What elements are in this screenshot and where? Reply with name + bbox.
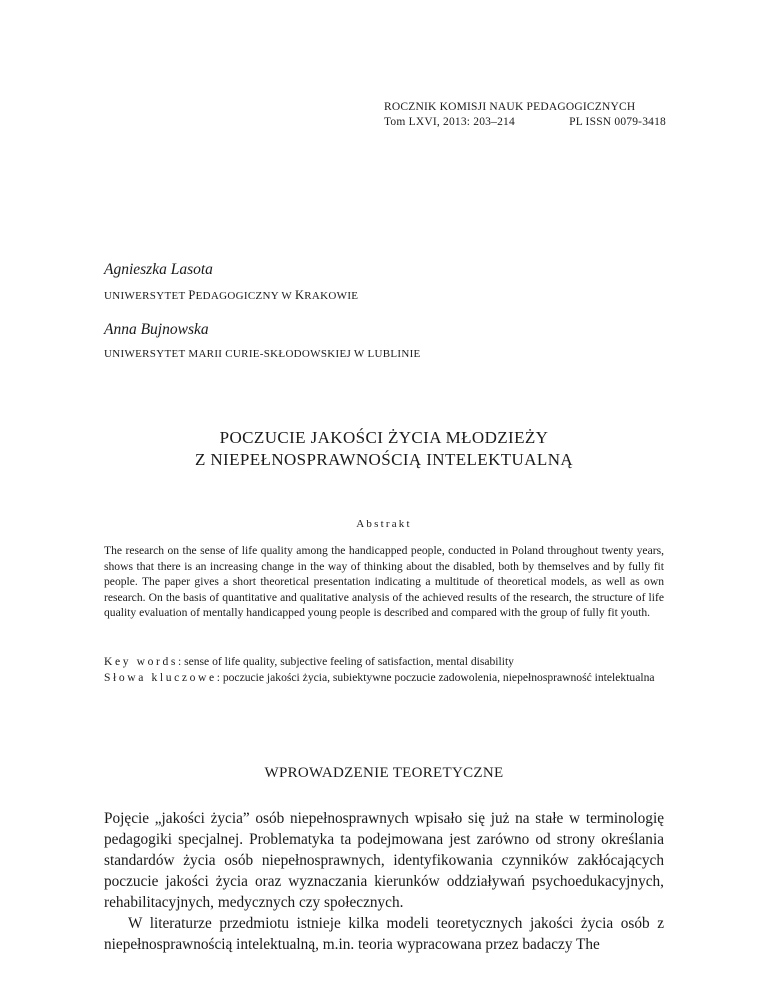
- body-text: [104, 808, 664, 955]
- author-affiliation: UNIWERSYTET PEDAGOGICZNY W KRAKOWIE: [104, 288, 359, 302]
- author-block-1: [104, 260, 358, 303]
- keywords-en-text: : sense of life quality, subjective feeling of satisfaction, mental disability: [177, 655, 514, 668]
- keywords-pl: [104, 670, 664, 686]
- author-affiliation: UNIWERSYTET MARII CURIE-SKŁODOWSKIEJ W LUBLINIE: [104, 348, 421, 360]
- journal-header: [384, 100, 666, 130]
- keywords-pl-text: : poczucie jakości życia, subiektywne poczucie zadowolenia, niepełnosprawność intelektualna: [216, 670, 655, 684]
- title-line-2: Z NIEPEŁNOSPRAWNOŚCIĄ INTELEKTUALNĄ: [194, 450, 574, 469]
- paragraph-2: W literaturze przedmiotu istnieje kilka modeli teoretycznych jakości życia osób z niepełnosprawnością intelektualną, m.in. teoria wypracowana przez badaczy The: [104, 915, 664, 953]
- author-name: Anna Bujnowska: [104, 321, 209, 338]
- title-line-1: POCZUCIE JAKOŚCI ŻYCIA MŁODZIEŻY: [219, 428, 549, 447]
- keywords-pl-label: Słowa kluczowe: [104, 670, 217, 684]
- journal-issn: PL ISSN 0079-3418: [569, 116, 666, 128]
- section-heading: WPROWADZENIE TEORETYCZNE: [264, 765, 504, 781]
- article-title: [0, 427, 768, 471]
- abstract-text: The research on the sense of life quality among the handicapped people, conducted in Poland throughout twenty years, shows that there is an increasing change in the way of thinking about the disabled, both by themselves and by fully fit people. The paper gives a short theoretical presentation indicating a multitude of theoretical models, as well as own research. On the basis of quantitative and qualitative analysis of the achieved results of the research, the structure of life quality evaluation of mentally handicapped young people is described and compared with the group of fully fit youth.: [104, 544, 664, 620]
- author-block-2: [104, 320, 421, 360]
- author-name: Agnieszka Lasota: [104, 261, 213, 278]
- paragraph-1: Pojęcie „jakości życia” osób niepełnosprawnych wpisało się już na stałe w terminologię pedagogiki specjalnej. Problematyka ta podejmowana jest zarówno od strony określania standardów życia osób niepełnosprawnych, identyfikowania czynników zakłócających poczucie jakości życia oraz wyznaczania kierunków oddziaływań psychoedukacyjnych, rehabilitacyjnych, medycznych czy społecznych.: [104, 810, 664, 911]
- journal-name: ROCZNIK KOMISJI NAUK PEDAGOGICZNYCH: [384, 101, 636, 113]
- keywords-block: [104, 654, 664, 685]
- journal-volume: Tom LXVI, 2013: 203–214: [384, 116, 515, 128]
- keywords-en: [104, 654, 664, 670]
- keywords-en-label: Key words: [104, 655, 178, 668]
- abstract-heading: Abstrakt: [356, 518, 412, 530]
